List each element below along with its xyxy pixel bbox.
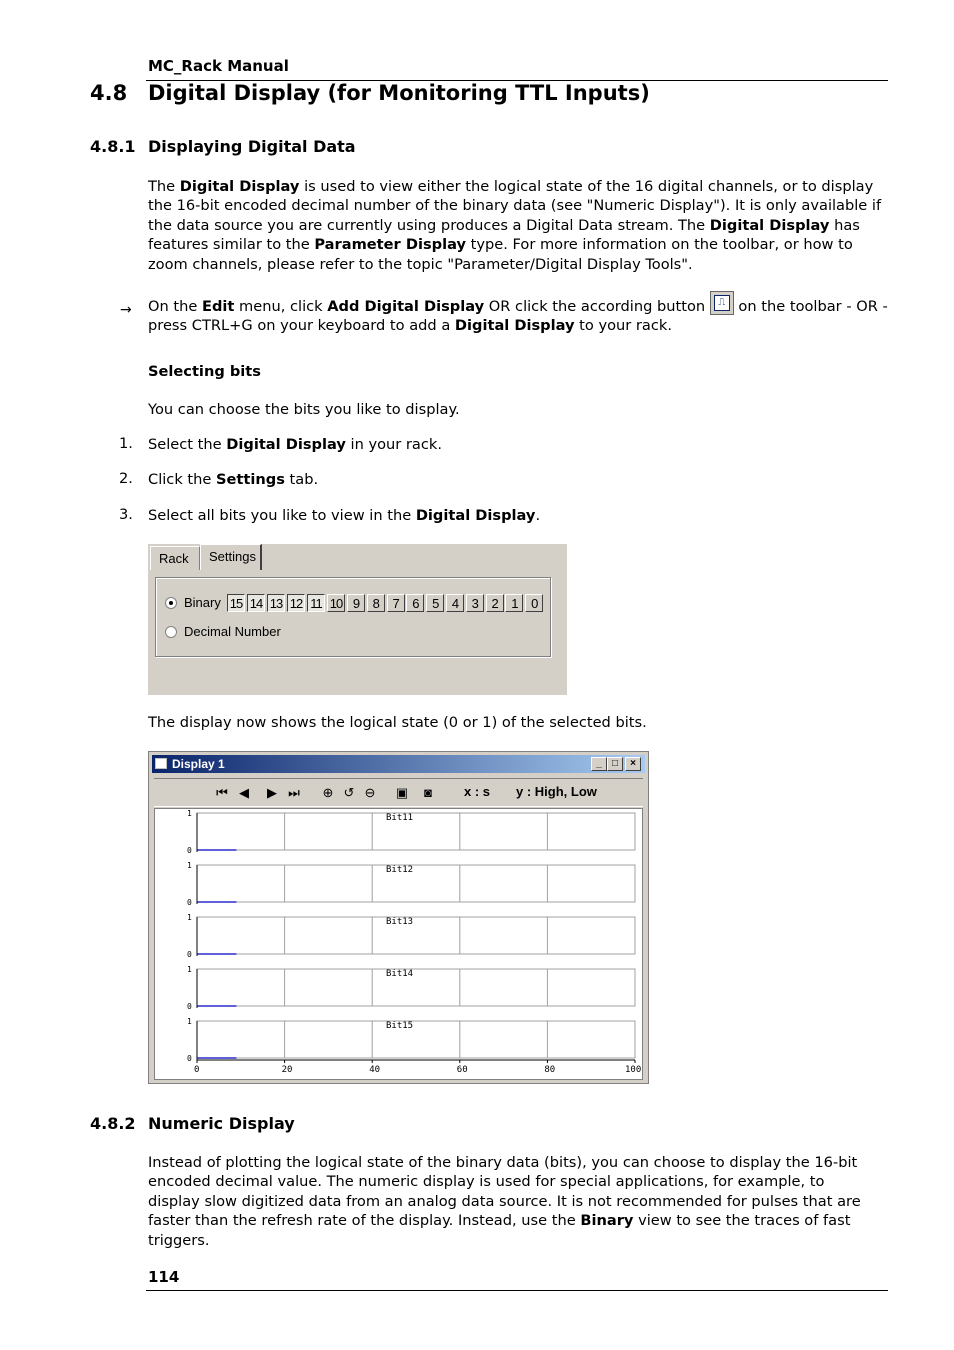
decimal-label: Decimal Number [184,624,281,639]
section-heading [90,81,650,105]
selecting-bits-intro: You can choose the bits you like to display. [148,401,460,418]
tick-label: 1 [187,965,192,974]
list-item: Select the Digital Display in your rack. [148,436,442,453]
subsection-heading-1 [90,137,356,156]
bit-button-9[interactable]: 9 [347,594,365,612]
channel-label: Bit13 [386,917,414,927]
channel-label: Bit12 [386,865,414,875]
tick-label: 0 [187,1054,192,1063]
list-number: 2. [119,470,133,487]
display-toolbar [154,778,643,807]
x-tick-label: 100 [625,1065,642,1075]
y-unit-label: y : High, Low [516,784,597,799]
x-tick-label: 0 [194,1065,200,1075]
bit-button-3[interactable]: 3 [466,594,484,612]
x-tick-label: 40 [369,1065,381,1075]
window-title: Display 1 [172,757,225,771]
subsection-heading-2 [90,1114,295,1133]
first-icon[interactable]: ⏮ [216,785,228,800]
digital-traces-plot [155,809,642,1079]
channel-box [197,969,635,1006]
x-tick-label: 20 [281,1065,293,1075]
figure-caption: The display now shows the logical state (0 or 1) of the selected bits. [148,714,647,731]
minimize-button[interactable]: _ [591,757,607,771]
channel-label: Bit11 [386,813,414,823]
bit-button-10[interactable]: 10 [327,594,345,612]
channel-box [197,1021,635,1058]
binary-radio[interactable] [165,597,177,609]
tab-rack[interactable]: Rack [150,546,200,570]
step-arrow: → [120,302,132,318]
camera-icon[interactable]: ◙ [424,785,432,800]
plot-area [154,808,643,1080]
x-tick-label: 60 [456,1065,468,1075]
tick-label: 1 [187,809,192,818]
bit-button-14[interactable]: 14 [247,594,265,612]
zoom-out-icon[interactable]: ⊖ [364,785,376,800]
tick-label: 1 [187,913,192,922]
bit-button-1[interactable]: 1 [505,594,523,612]
section-title: Digital Display (for Monitoring TTL Inputs) [148,81,650,105]
binary-label: Binary [184,595,221,610]
decimal-radio[interactable] [165,626,177,638]
tick-label: 0 [187,950,192,959]
channel-label: Bit14 [386,969,414,979]
list-item: Click the Settings tab. [148,471,319,488]
section-number: 4.8 [90,81,128,105]
zoom-reset-icon[interactable]: ↺ [343,785,355,800]
bit-button-13[interactable]: 13 [267,594,285,612]
tick-label: 0 [187,1002,192,1011]
maximize-button[interactable]: □ [607,757,623,771]
bit-button-0[interactable]: 0 [525,594,543,612]
channel-box [197,813,635,850]
page-number: 114 [148,1268,180,1286]
window-titlebar [152,755,645,773]
zoom-in-icon[interactable]: ⊕ [322,785,334,800]
bit-button-2[interactable]: 2 [486,594,504,612]
save-icon[interactable]: ▣ [395,785,409,800]
numeric-paragraph: Instead of plotting the logical state of the binary data (bits), you can choose to display the 16-bit encoded decimal value. The numeric display is used for special applications, for example, to display slow digitized data from an analog data source. It is not recommended for pulses that are faster than the refresh rate of the display. Instead, use the Binary view to see the traces of fast triggers. [148,1154,861,1249]
subsection-number: 4.8.1 [90,137,136,156]
window-icon [155,758,167,769]
bit-button-15[interactable]: 15 [227,594,245,612]
display-window [148,751,649,1084]
step-paragraph: On the Edit menu, click Add Digital Display OR click the according button ⎍ on the toolbar - OR - press CTRL+G on your keyboard to add a Digital Display to your rack. [148,291,888,336]
bit-button-6[interactable]: 6 [406,594,424,612]
list-number: 3. [119,506,133,523]
running-header: MC_Rack Manual [148,57,289,75]
bit-button-11[interactable]: 11 [307,594,325,612]
tick-label: 1 [187,861,192,870]
channel-box [197,865,635,902]
previous-icon[interactable]: ◀ [239,785,249,800]
tab-settings[interactable]: Settings [200,544,262,570]
intro-paragraph: The Digital Display is used to view either the logical state of the 16 digital channels, or to display the 16-bit encoded decimal number of the binary data (see "Numeric Display"). It is only available if the data source you are currently using produces a Digital Data stream. The Digital Display has features similar to the Parameter Display type. For more information on the toolbar, or how to zoom channels, please refer to the topic "Parameter/Digital Display Tools". [148,178,882,273]
display-mode-group [155,577,551,657]
x-unit-label: x : s [464,784,491,799]
subsection-title: Numeric Display [148,1114,295,1133]
bit-button-12[interactable]: 12 [287,594,305,612]
next-icon[interactable]: ▶ [267,785,277,800]
bit-button-7[interactable]: 7 [387,594,405,612]
bit-button-8[interactable]: 8 [367,594,385,612]
tick-label: 0 [187,846,192,855]
channel-box [197,917,635,954]
tick-label: 1 [187,1017,192,1026]
settings-panel [148,544,567,695]
close-button[interactable]: × [625,757,641,771]
tick-label: 0 [187,898,192,907]
bit-button-4[interactable]: 4 [446,594,464,612]
subsection-title: Displaying Digital Data [148,137,356,156]
list-number: 1. [119,435,133,452]
footer-rule [146,1290,888,1291]
list-item: Select all bits you like to view in the Digital Display. [148,507,541,524]
x-tick-label: 80 [544,1065,556,1075]
digital-display-toolbar-icon: ⎍ [710,291,734,315]
bit-button-5[interactable]: 5 [426,594,444,612]
channel-label: Bit15 [386,1021,414,1031]
last-icon[interactable]: ⏭ [288,785,300,800]
subsection-number: 4.8.2 [90,1114,136,1133]
selecting-bits-heading: Selecting bits [148,363,261,380]
